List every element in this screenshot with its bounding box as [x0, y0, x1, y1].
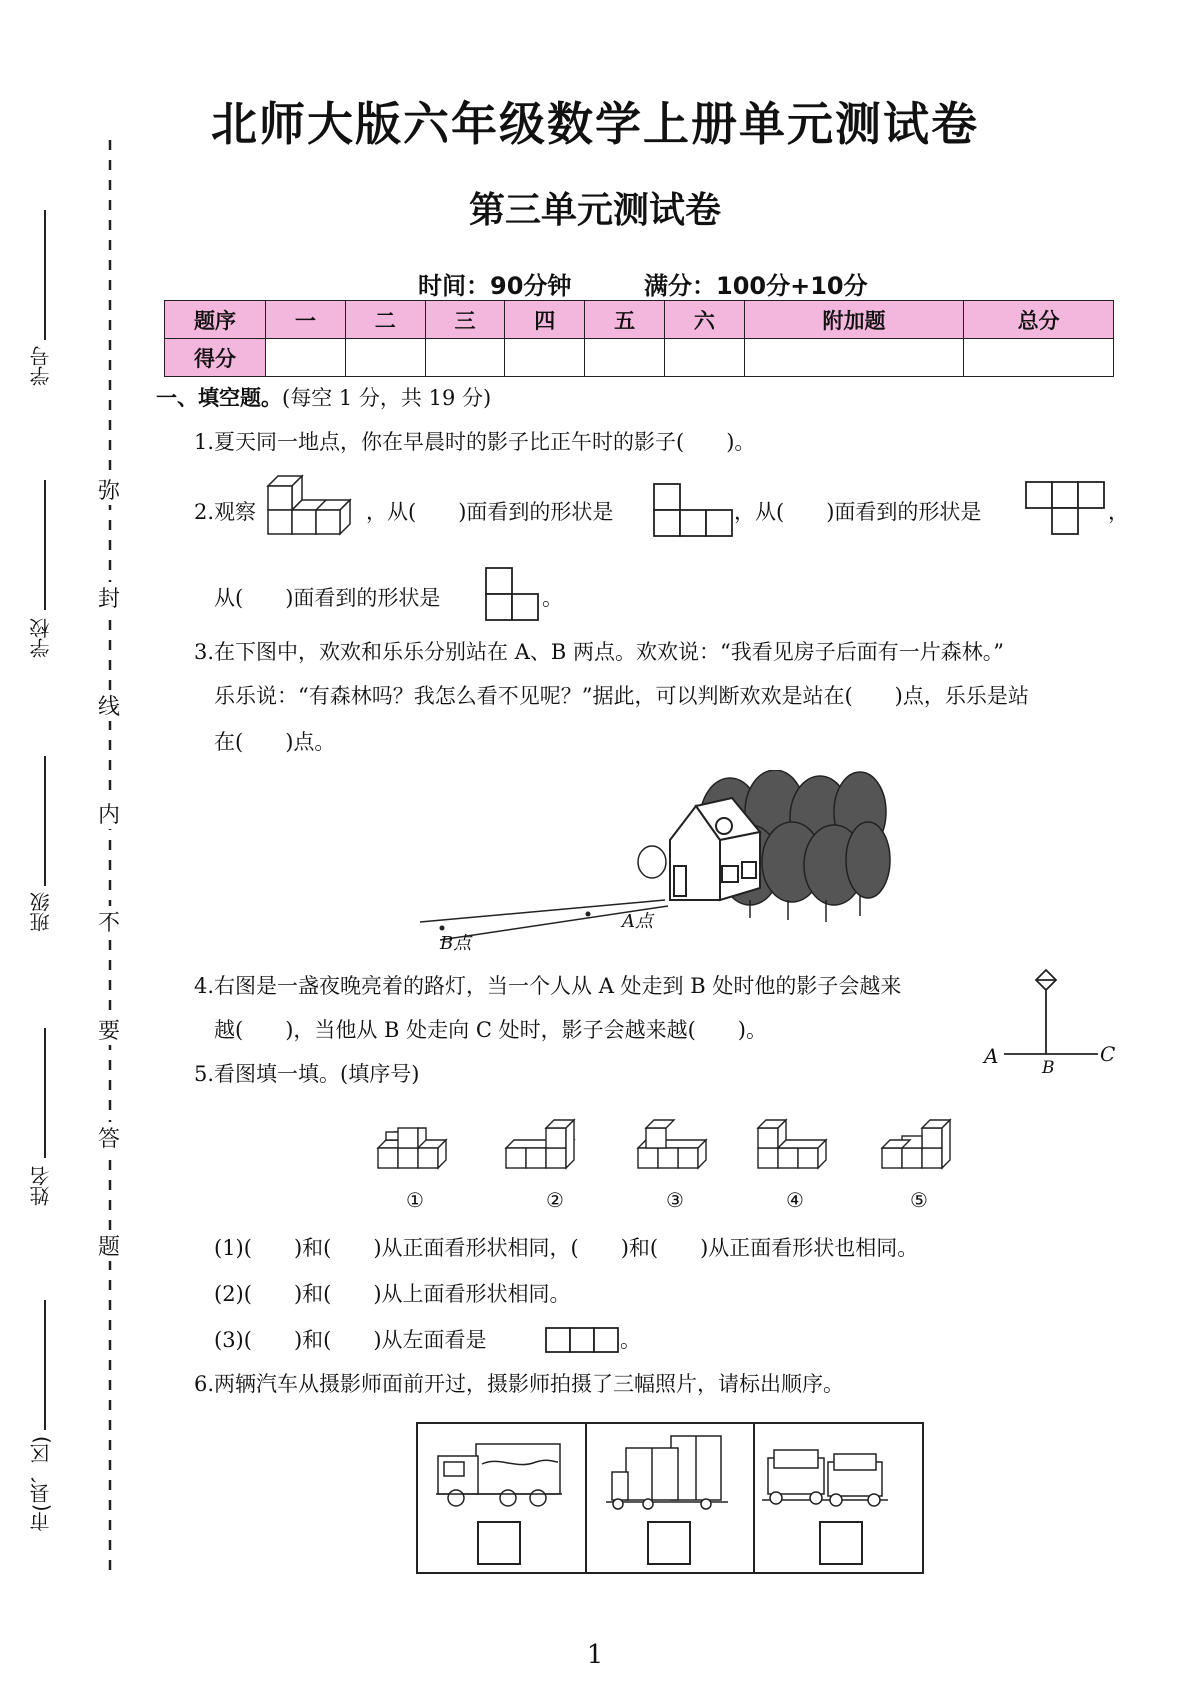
- score-table-header: 题序: [165, 301, 266, 339]
- question-6: 6.两辆汽车从摄影师面前开过，摄影师拍摄了三幅照片，请标出顺序。: [194, 1372, 845, 1396]
- question-3-line2: 乐乐说：“有森林吗？我怎么看不见呢？”据此，可以判断欢欢是站在( )点，乐乐是站: [214, 684, 1029, 708]
- lamp-label-a: A: [984, 1044, 999, 1068]
- score-info: 满分：100分+10分: [644, 272, 868, 300]
- section-heading: [156, 384, 491, 412]
- seal-char: 不: [98, 906, 120, 937]
- cube-figures-row: [374, 1114, 974, 1180]
- section-title: 一、填空题。: [156, 385, 282, 410]
- house-forest-figure: [420, 770, 920, 960]
- score-table-header: 附加题: [744, 301, 963, 339]
- field-label-class: 班级: [29, 892, 53, 932]
- shape-left-view[interactable]: [544, 1324, 620, 1354]
- question-5-title: 5.看图填一填。(填序号): [194, 1062, 420, 1086]
- score-row-label: 得分: [165, 339, 266, 377]
- seal-char: 答: [98, 1122, 120, 1153]
- cube-stack-figure: [266, 474, 366, 546]
- point-a-label: A点: [622, 911, 653, 932]
- field-label-name: 姓名: [29, 1166, 53, 1206]
- score-table-header: 三: [425, 301, 505, 339]
- score-cell[interactable]: [964, 339, 1114, 377]
- question-2-end: 。: [542, 586, 563, 610]
- figure-number: ⑤: [910, 1188, 928, 1212]
- score-table-header: 五: [585, 301, 665, 339]
- score-cell[interactable]: [744, 339, 963, 377]
- page-number: 1: [586, 1640, 604, 1670]
- score-cell[interactable]: [664, 339, 744, 377]
- question-5-part3: (3)( )和( )从左面看是: [214, 1328, 487, 1352]
- page-subtitle: 第三单元测试卷: [468, 190, 721, 231]
- time-info: 时间：90分钟: [418, 272, 572, 300]
- lamp-label-b: B: [1042, 1058, 1055, 1078]
- field-line-name[interactable]: [44, 1028, 46, 1158]
- seal-char: 弥: [98, 474, 120, 505]
- score-cell[interactable]: [345, 339, 425, 377]
- question-2-start: 2.观察: [194, 500, 257, 524]
- seal-char: 内: [98, 798, 120, 829]
- seal-char: 线: [98, 690, 120, 721]
- score-cell[interactable]: [266, 339, 346, 377]
- lamp-label-c: C: [1100, 1042, 1116, 1066]
- score-cell[interactable]: [425, 339, 505, 377]
- cut-line: [104, 140, 116, 1580]
- figure-number: ③: [666, 1188, 684, 1212]
- question-2-line2: 从( )面看到的形状是: [214, 586, 441, 610]
- figure-number: ④: [786, 1188, 804, 1212]
- seal-char: 要: [98, 1014, 120, 1045]
- score-table: [164, 300, 1114, 377]
- score-table-header: 六: [664, 301, 744, 339]
- shape-front-view[interactable]: [652, 482, 734, 538]
- field-label-district: 市(县、区): [29, 1436, 53, 1532]
- score-table-header: 总分: [964, 301, 1114, 339]
- score-table-header: 二: [345, 301, 425, 339]
- shape-top-view[interactable]: [1024, 480, 1106, 536]
- shape-side-view[interactable]: [484, 566, 542, 624]
- figure-number: ②: [546, 1188, 564, 1212]
- question-2-comma: ，: [1108, 500, 1129, 524]
- question-2-mid2: ，从( )面看到的形状是: [734, 500, 982, 524]
- field-line-district[interactable]: [44, 1300, 46, 1430]
- answer-box-2[interactable]: [648, 1522, 690, 1564]
- figure-number: ①: [406, 1188, 424, 1212]
- question-3-line3: 在( )点。: [214, 730, 336, 754]
- point-b-label: B点: [440, 933, 472, 954]
- question-4-line2: 越( )，当他从 B 处走向 C 处时，影子会越来越( )。: [214, 1018, 767, 1042]
- score-cell[interactable]: [505, 339, 585, 377]
- answer-box-3[interactable]: [820, 1522, 862, 1564]
- seal-char: 封: [98, 582, 120, 613]
- field-line-class[interactable]: [44, 756, 46, 886]
- question-5-part3-end: 。: [620, 1328, 641, 1352]
- field-line-school[interactable]: [44, 480, 46, 610]
- score-table-header: 一: [266, 301, 346, 339]
- field-label-student-id: 学号: [29, 346, 53, 386]
- question-1: 1.夏天同一地点，你在早晨时的影子比正午时的影子( )。: [194, 430, 756, 454]
- page-title: 北师大版六年级数学上册单元测试卷: [211, 97, 979, 151]
- score-cell[interactable]: [585, 339, 665, 377]
- question-5-part2: (2)( )和( )从上面看形状相同。: [214, 1282, 571, 1306]
- question-5-part1: (1)( )和( )从正面看形状相同，( )和( )从正面看形状也相同。: [214, 1236, 919, 1260]
- street-lamp-figure: [990, 968, 1100, 1058]
- question-4-line1: 4.右图是一盏夜晚亮着的路灯，当一个人从 A 处走到 B 处时他的影子会越来: [194, 974, 902, 998]
- question-2-mid: ，从( )面看到的形状是: [366, 500, 614, 524]
- question-3-line1: 3.在下图中，欢欢和乐乐分别站在 A、B 两点。欢欢说：“我看见房子后面有一片森林。”: [194, 640, 1004, 664]
- score-table-header: 四: [505, 301, 585, 339]
- answer-box-1[interactable]: [478, 1522, 520, 1564]
- section-note: (每空 1 分，共 19 分): [282, 386, 492, 410]
- seal-char: 题: [98, 1230, 120, 1261]
- field-label-school: 学校: [29, 618, 53, 658]
- binding-margin: [0, 0, 130, 1682]
